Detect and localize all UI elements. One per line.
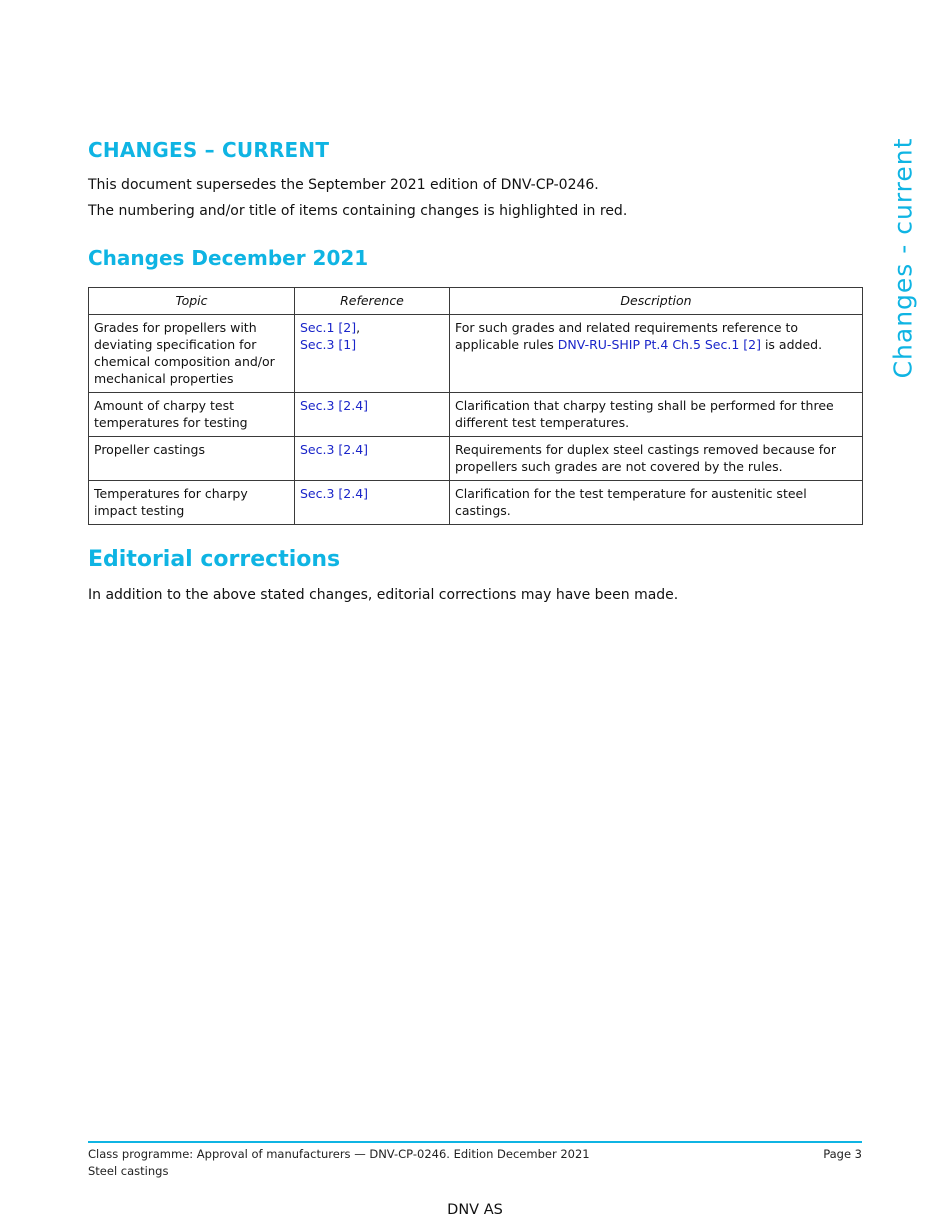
header-reference: Reference (295, 288, 450, 315)
reference-cell (295, 481, 450, 525)
description-text: For such grades and related requirements reference to applicable rules (455, 320, 799, 352)
company-name: DNV AS (447, 1202, 503, 1218)
description-cell: Clarification for the test temperature for austenitic steel castings. (450, 481, 863, 525)
footer-document-title: Class programme: Approval of manufacturers — DNV-CP-0246. Edition December 2021 (88, 1147, 590, 1161)
page-content (88, 138, 862, 604)
page-number: Page 3 (823, 1147, 862, 1161)
reference-cell (295, 437, 450, 481)
footer-divider (88, 1141, 862, 1143)
reference-cell (295, 393, 450, 437)
changes-table (88, 287, 863, 525)
table-row (89, 437, 863, 481)
header-topic: Topic (89, 288, 295, 315)
reference-link[interactable]: Sec.3 [2.4] (300, 398, 369, 413)
intro-line-1: This document supersedes the September 2021 edition of DNV-CP-0246. (88, 177, 599, 193)
reference-link[interactable]: Sec.1 [2] (300, 320, 357, 335)
reference-cell (295, 315, 450, 393)
table-row (89, 481, 863, 525)
reference-link[interactable]: Sec.3 [2.4] (300, 486, 369, 501)
topic-cell: Propeller castings (89, 437, 295, 481)
header-description: Description (450, 288, 863, 315)
topic-cell: Amount of charpy test temperatures for testing (89, 393, 295, 437)
footer-subtitle: Steel castings (88, 1164, 169, 1178)
description-cell (450, 315, 863, 393)
topic-cell: Grades for propellers with deviating specification for chemical composition and/or mechanical properties (89, 315, 295, 393)
description-cell: Clarification that charpy testing shall be performed for three different test temperatures. (450, 393, 863, 437)
rules-reference-link[interactable]: DNV-RU-SHIP Pt.4 Ch.5 Sec.1 [2] (557, 337, 761, 352)
table-row (89, 393, 863, 437)
side-tab-label: Changes - current (888, 137, 918, 379)
topic-cell: Temperatures for charpy impact testing (89, 481, 295, 525)
page-footer (88, 1146, 862, 1180)
description-cell: Requirements for duplex steel castings removed because for propellers such grades are not covered by the rules. (450, 437, 863, 481)
changes-heading: Changes December 2021 (88, 246, 369, 270)
table-header-row (89, 288, 863, 315)
reference-separator: , (356, 320, 361, 335)
description-text: is added. (760, 337, 823, 352)
editorial-heading: Editorial corrections (88, 547, 341, 572)
editorial-text: In addition to the above stated changes, editorial corrections may have been made. (88, 587, 679, 603)
intro-line-2: The numbering and/or title of items containing changes is highlighted in red. (88, 203, 628, 219)
reference-link[interactable]: Sec.3 [1] (300, 337, 357, 352)
page-title: CHANGES – CURRENT (88, 138, 330, 162)
table-row (89, 315, 863, 393)
reference-link[interactable]: Sec.3 [2.4] (300, 442, 369, 457)
